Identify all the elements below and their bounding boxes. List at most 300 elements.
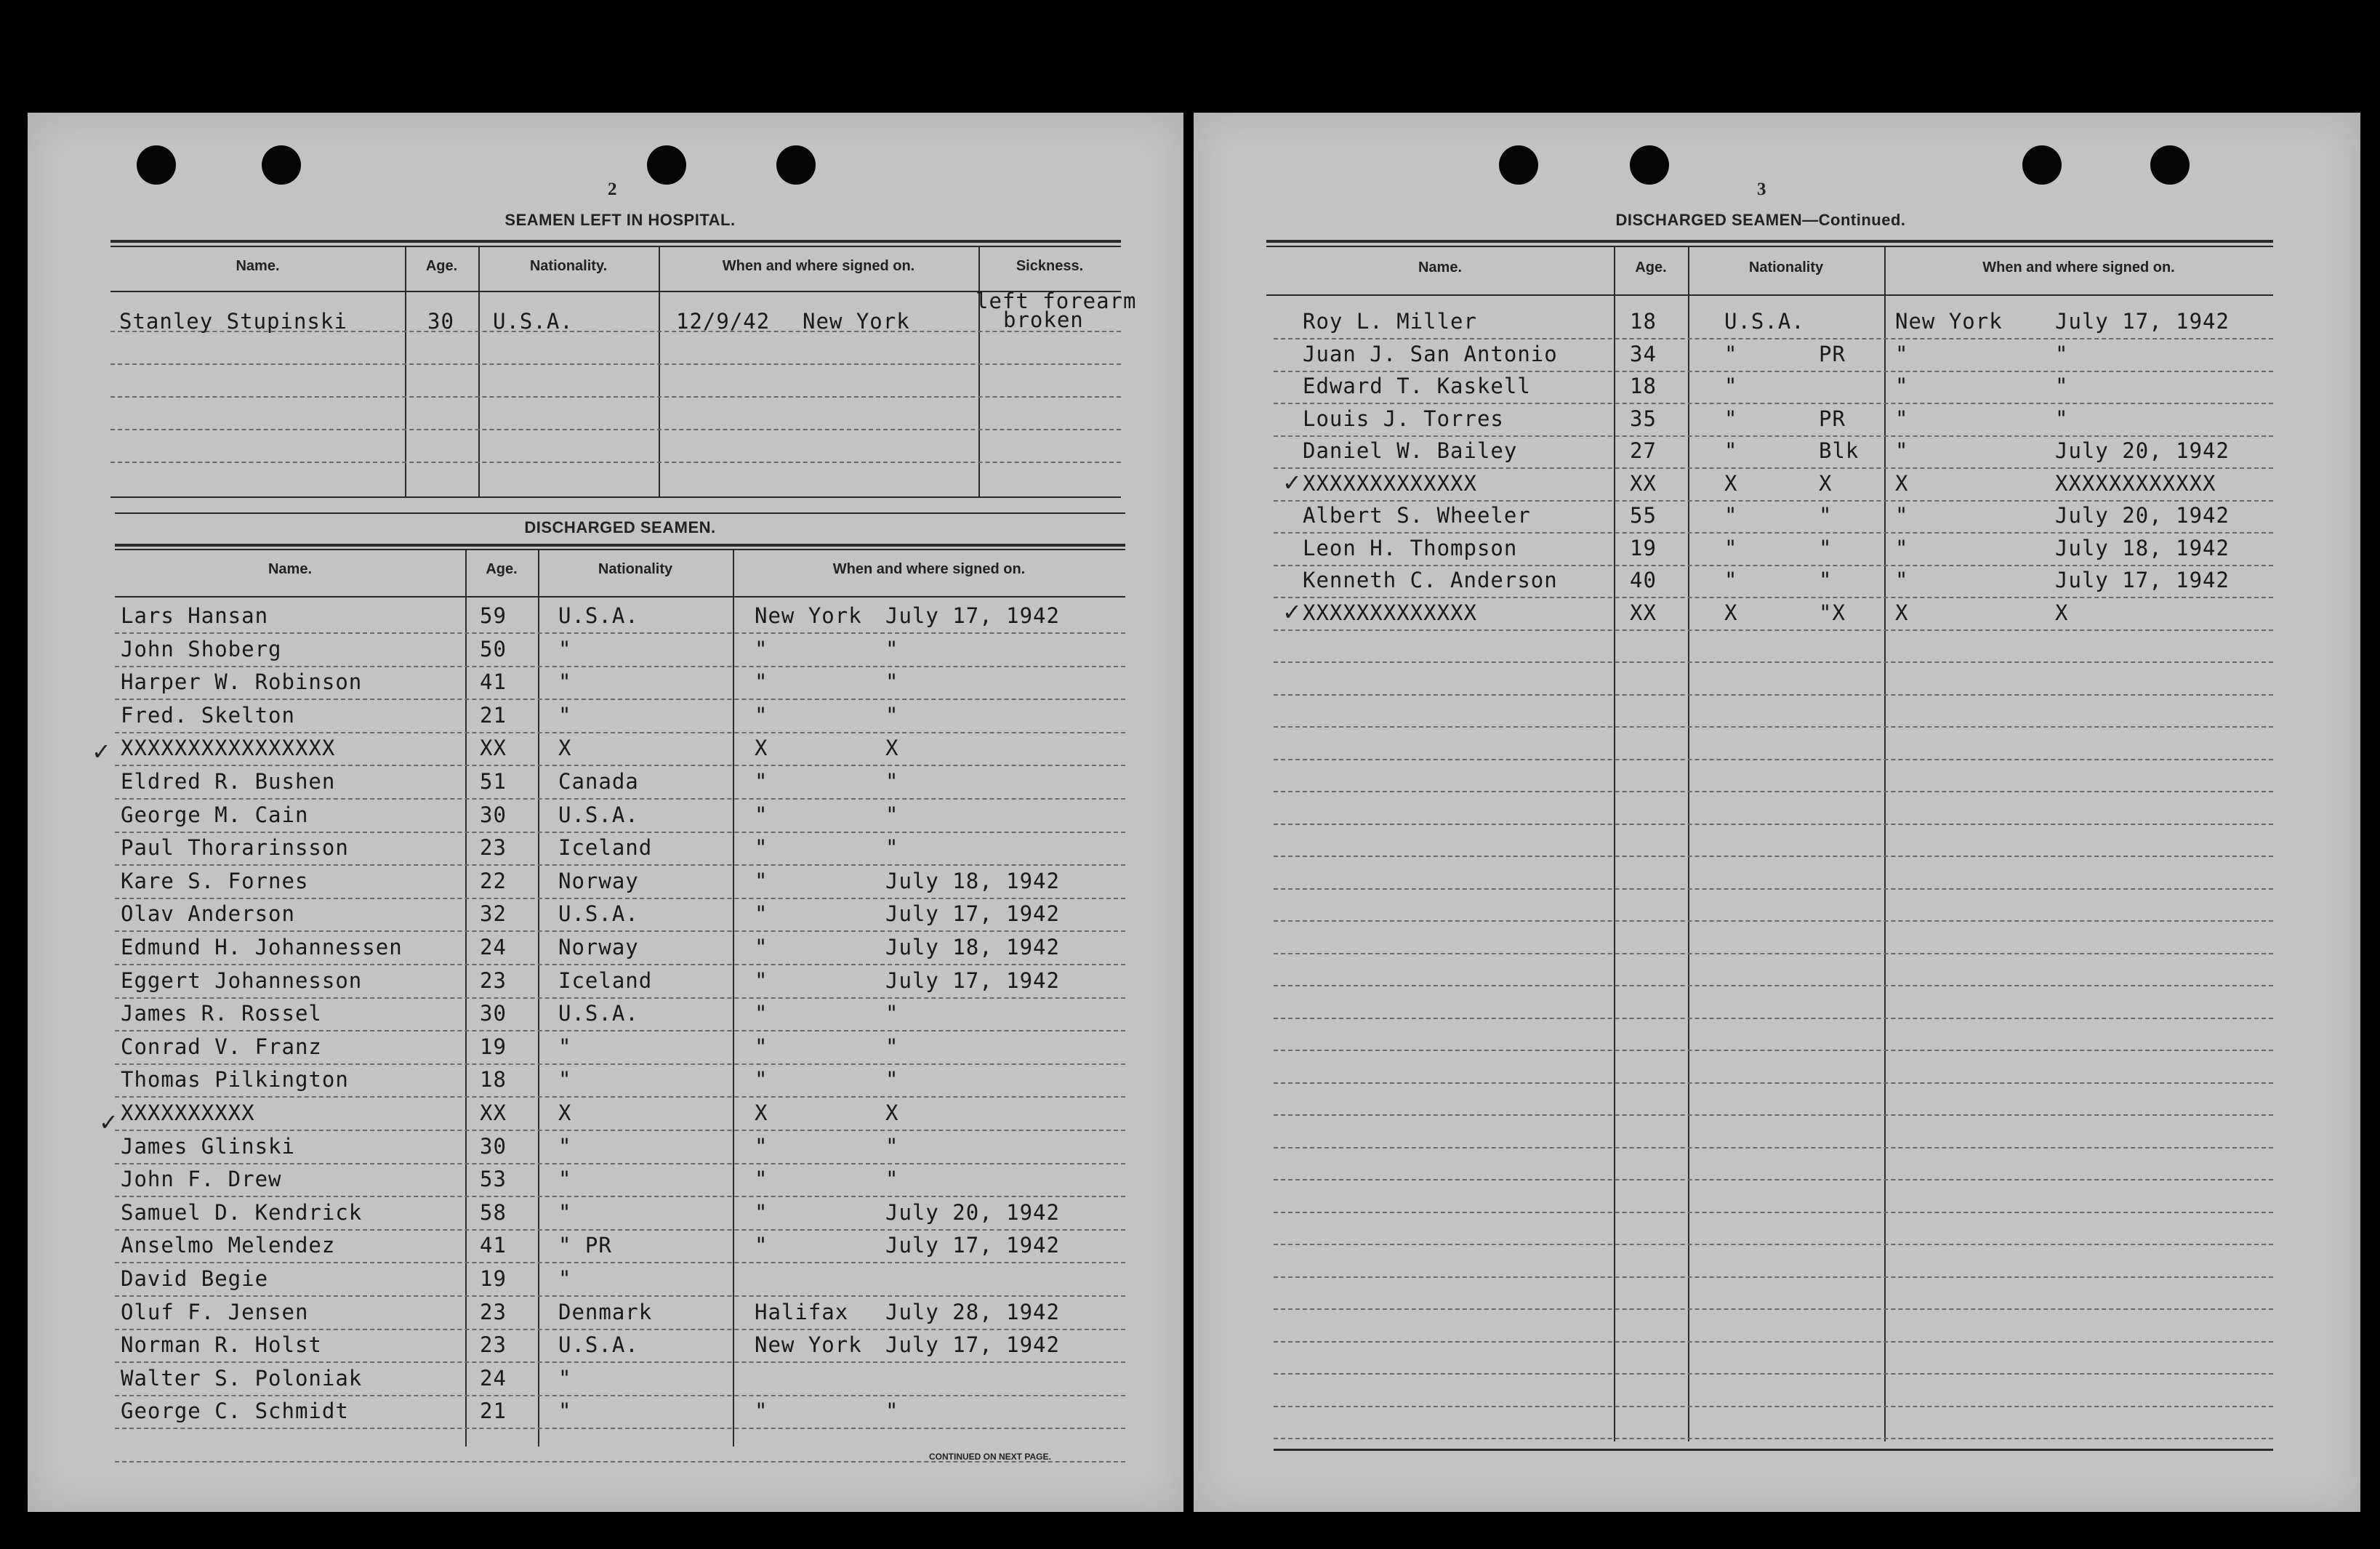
seaman-nationality: " xyxy=(1724,374,1738,398)
seaman-signed-place: X xyxy=(1895,470,1909,496)
seaman-signed-date: " xyxy=(885,1001,899,1026)
seaman-name: Kenneth C. Anderson xyxy=(1303,568,1558,592)
seaman-signed-place: " xyxy=(755,802,768,827)
check-mark: ✓ xyxy=(99,1109,118,1136)
column-divider xyxy=(478,246,480,496)
seaman-signed-date: " xyxy=(2055,341,2069,366)
punch-hole xyxy=(776,145,816,185)
seaman-nationality: " xyxy=(558,702,572,728)
row-rule xyxy=(1274,1373,2273,1375)
seaman-name: Norman R. Holst xyxy=(121,1332,322,1358)
seaman-signed-place: " xyxy=(1895,535,1909,560)
seaman-age: 24 xyxy=(480,1365,507,1391)
row-rule xyxy=(1274,1244,2273,1245)
seaman-nationality: " xyxy=(1724,341,1738,366)
column-divider xyxy=(405,246,406,496)
seaman-age: 40 xyxy=(1630,568,1657,592)
punch-hole xyxy=(1499,145,1538,185)
row-rule xyxy=(1274,953,2273,954)
seaman-signed-place: " xyxy=(1895,341,1909,366)
seaman-signed-place: " xyxy=(755,769,768,794)
row-rule xyxy=(115,1229,1125,1231)
seaman-nationality: " xyxy=(1724,568,1738,592)
seaman-name: XXXXXXXXXXXXX xyxy=(1303,600,1477,625)
seaman-signed-date: X xyxy=(2055,600,2069,625)
seaman-age: 19 xyxy=(480,1266,507,1291)
seaman-signed-date: " xyxy=(885,636,899,661)
row-rule xyxy=(110,396,1121,398)
rule xyxy=(1266,240,2273,243)
seaman-age: XX xyxy=(1630,600,1657,625)
row-rule xyxy=(115,964,1125,965)
column-header: Nationality xyxy=(598,561,673,577)
seaman-name: John Shoberg xyxy=(121,636,282,661)
punch-hole xyxy=(137,145,176,185)
seaman-nationality: " xyxy=(1724,503,1738,528)
seaman-nationality: X xyxy=(558,1101,572,1125)
seaman-age: 18 xyxy=(1630,309,1657,334)
seaman-nationality-note: X xyxy=(1819,470,1833,496)
seaman-signed-place: " xyxy=(1895,503,1909,528)
row-rule xyxy=(1274,920,2273,922)
seaman-name: Harper W. Robinson xyxy=(121,669,363,695)
seaman-signed-place: " xyxy=(1895,406,1909,431)
continued-title: DISCHARGED SEAMEN—Continued. xyxy=(1615,211,1906,229)
seaman-age: 30 xyxy=(480,1001,507,1026)
row-rule xyxy=(1274,1308,2273,1310)
seaman-signed-place: " xyxy=(755,868,768,893)
seaman-age: 23 xyxy=(480,967,507,993)
seaman-nationality: " xyxy=(558,1266,572,1291)
seaman-age: 30 xyxy=(480,802,507,827)
seaman-age: XX xyxy=(480,1101,507,1125)
hospital-age: 30 xyxy=(427,309,454,334)
column-divider xyxy=(1884,246,1886,1441)
seaman-nationality: U.S.A. xyxy=(558,802,639,827)
seaman-nationality: U.S.A. xyxy=(558,901,639,927)
seaman-age: 35 xyxy=(1630,406,1657,431)
row-rule xyxy=(1274,338,2273,339)
seaman-name: Anselmo Melendez xyxy=(121,1233,336,1258)
discharged-title: DISCHARGED SEAMEN. xyxy=(524,518,716,536)
seaman-name: Leon H. Thompson xyxy=(1303,535,1518,560)
seaman-age: 21 xyxy=(480,1399,507,1424)
seaman-signed-place: " xyxy=(755,636,768,661)
row-rule xyxy=(1274,597,2273,598)
seaman-signed-date: July 17, 1942 xyxy=(885,603,1060,628)
seaman-age: 41 xyxy=(480,669,507,695)
rule xyxy=(1274,1449,2273,1451)
seaman-name: XXXXXXXXXXXXX xyxy=(1303,470,1477,496)
row-rule xyxy=(110,462,1121,463)
seaman-signed-date: July 17, 1942 xyxy=(885,1233,1060,1258)
seaman-signed-date: " xyxy=(2055,374,2069,398)
row-rule xyxy=(115,1262,1125,1263)
seaman-age: 34 xyxy=(1630,341,1657,366)
seaman-signed-date: July 20, 1942 xyxy=(885,1199,1060,1225)
row-rule xyxy=(1274,694,2273,696)
row-rule xyxy=(1274,1147,2273,1148)
seaman-nationality: " xyxy=(558,1399,572,1424)
seaman-signed-date: " xyxy=(885,702,899,728)
seaman-signed-date: " xyxy=(885,835,899,861)
seaman-signed-date: July 20, 1942 xyxy=(2055,503,2230,528)
seaman-signed-date: " xyxy=(2055,406,2069,431)
column-header: Nationality xyxy=(1748,259,1824,275)
row-rule xyxy=(1274,435,2273,437)
seaman-signed-date: " xyxy=(885,802,899,827)
seaman-name: Albert S. Wheeler xyxy=(1303,503,1531,528)
column-header: Age. xyxy=(1635,259,1667,275)
row-rule xyxy=(1274,985,2273,986)
seaman-signed-date: July 17, 1942 xyxy=(2055,568,2230,592)
seaman-name: Olav Anderson xyxy=(121,901,295,927)
seaman-signed-date: " xyxy=(885,769,899,794)
seaman-signed-place: New York xyxy=(755,603,862,628)
seaman-age: 41 xyxy=(480,1233,507,1258)
check-mark: ✓ xyxy=(1282,598,1302,626)
hospital-name: Stanley Stupinski xyxy=(119,309,347,334)
seaman-nationality: Norway xyxy=(558,868,639,893)
seaman-signed-date: XXXXXXXXXXXX xyxy=(2055,470,2216,496)
row-rule xyxy=(115,898,1125,899)
seaman-nationality: Iceland xyxy=(558,835,653,861)
seaman-name: Eggert Johannesson xyxy=(121,967,363,993)
row-rule xyxy=(115,765,1125,766)
seaman-signed-date: " xyxy=(885,1399,899,1424)
seaman-nationality: U.S.A. xyxy=(558,1001,639,1026)
seaman-age: 58 xyxy=(480,1199,507,1225)
hospital-title: SEAMEN LEFT IN HOSPITAL. xyxy=(504,211,736,229)
seaman-name: Oluf F. Jensen xyxy=(121,1299,309,1324)
seaman-name: Samuel D. Kendrick xyxy=(121,1199,363,1225)
seaman-name: Kare S. Fornes xyxy=(121,868,309,893)
seaman-nationality: X xyxy=(1724,470,1738,496)
seaman-signed-place: " xyxy=(755,1199,768,1225)
seaman-name: Edmund H. Johannessen xyxy=(121,935,403,959)
rule xyxy=(115,512,1125,514)
check-mark: ✓ xyxy=(1282,469,1302,496)
seaman-name: John F. Drew xyxy=(121,1167,282,1192)
row-rule xyxy=(1274,565,2273,566)
row-rule xyxy=(115,1096,1125,1098)
row-rule xyxy=(1274,467,2273,469)
seaman-nationality: " xyxy=(558,1133,572,1159)
seaman-nationality: Iceland xyxy=(558,967,653,993)
right-page xyxy=(1194,113,2360,1512)
rule xyxy=(110,240,1121,243)
seaman-name: Fred. Skelton xyxy=(121,702,295,728)
seaman-name: Eldred R. Bushen xyxy=(121,769,336,794)
seaman-signed-place: " xyxy=(755,967,768,993)
seaman-signed-place: New York xyxy=(755,1332,862,1358)
row-rule xyxy=(115,699,1125,700)
punch-hole xyxy=(262,145,301,185)
seaman-nationality: X xyxy=(558,736,572,761)
row-rule xyxy=(115,632,1125,634)
seaman-name: David Begie xyxy=(121,1266,269,1291)
rule xyxy=(115,549,1125,550)
rule xyxy=(1266,246,2273,247)
check-mark: ✓ xyxy=(92,738,111,765)
row-rule xyxy=(115,1196,1125,1197)
seaman-age: 27 xyxy=(1630,438,1657,463)
seaman-name: Juan J. San Antonio xyxy=(1303,341,1558,366)
column-divider xyxy=(1688,246,1689,1441)
row-rule xyxy=(1274,791,2273,792)
seaman-nationality: " PR xyxy=(558,1233,612,1258)
row-rule xyxy=(110,429,1121,430)
seaman-nationality-note: PR xyxy=(1819,406,1846,431)
seaman-nationality-note: PR xyxy=(1819,341,1846,366)
seaman-signed-date: July 18, 1942 xyxy=(885,868,1060,893)
row-rule xyxy=(115,997,1125,999)
row-rule xyxy=(115,1329,1125,1330)
seaman-signed-place: " xyxy=(755,1133,768,1159)
seaman-name: Roy L. Miller xyxy=(1303,309,1477,334)
row-rule xyxy=(1274,726,2273,728)
seaman-nationality-note: " xyxy=(1819,535,1833,560)
seaman-nationality: " xyxy=(558,1067,572,1093)
seaman-age: 50 xyxy=(480,636,507,661)
row-rule xyxy=(115,1130,1125,1131)
seaman-signed-place: " xyxy=(755,1167,768,1192)
seaman-signed-date: X xyxy=(885,736,899,761)
seaman-nationality: U.S.A. xyxy=(558,1332,639,1358)
row-rule xyxy=(1274,403,2273,404)
row-rule xyxy=(1274,1438,2273,1439)
seaman-nationality-note: " xyxy=(1819,503,1833,528)
seaman-name: XXXXXXXXXX xyxy=(121,1101,255,1125)
row-rule xyxy=(1274,759,2273,760)
row-rule xyxy=(115,864,1125,866)
row-rule xyxy=(1274,856,2273,857)
column-divider xyxy=(1614,246,1615,1441)
seaman-name: James R. Rossel xyxy=(121,1001,322,1026)
hospital-nationality: U.S.A. xyxy=(493,309,574,334)
row-rule xyxy=(1274,371,2273,372)
row-rule xyxy=(115,732,1125,733)
row-rule xyxy=(1274,1276,2273,1278)
seaman-signed-place: " xyxy=(755,1034,768,1059)
seaman-nationality-note: Blk xyxy=(1819,438,1860,463)
column-divider xyxy=(978,246,980,496)
seaman-name: George C. Schmidt xyxy=(121,1399,349,1424)
seaman-signed-place: " xyxy=(755,1399,768,1424)
seaman-name: Edward T. Kaskell xyxy=(1303,374,1531,398)
page-number: 3 xyxy=(1757,180,1766,199)
column-header: Name. xyxy=(236,258,280,274)
seaman-age: 32 xyxy=(480,901,507,927)
row-rule xyxy=(1274,532,2273,534)
column-header: Age. xyxy=(486,561,518,577)
hospital-sickness: broken xyxy=(1003,307,1084,332)
column-header: Name. xyxy=(268,561,313,577)
seaman-signed-place: " xyxy=(755,1233,768,1258)
seaman-nationality: Denmark xyxy=(558,1299,653,1324)
seaman-signed-place: " xyxy=(1895,568,1909,592)
seaman-age: 23 xyxy=(480,1299,507,1324)
seaman-signed-date: " xyxy=(885,1067,899,1093)
seaman-age: 24 xyxy=(480,935,507,959)
seaman-nationality: X xyxy=(1724,600,1738,625)
seaman-name: Walter S. Poloniak xyxy=(121,1365,363,1391)
seaman-signed-place: New York xyxy=(1895,309,2003,334)
seaman-signed-date: July 17, 1942 xyxy=(2055,309,2230,334)
seaman-signed-place: Halifax xyxy=(755,1299,849,1324)
column-header: When and where signed on. xyxy=(1982,259,2175,275)
hospital-sickness: left forearm xyxy=(976,289,1137,313)
punch-hole xyxy=(2150,145,2190,185)
seaman-name: James Glinski xyxy=(121,1133,295,1159)
page-number: 2 xyxy=(608,180,617,199)
seaman-signed-date: " xyxy=(885,669,899,695)
seaman-nationality: " xyxy=(1724,535,1738,560)
row-rule xyxy=(110,363,1121,365)
seaman-age: 19 xyxy=(1630,535,1657,560)
seaman-age: 55 xyxy=(1630,503,1657,528)
row-rule xyxy=(1274,500,2273,502)
hospital-place: New York xyxy=(803,309,910,334)
seaman-name: Thomas Pilkington xyxy=(121,1067,349,1093)
row-rule xyxy=(1274,661,2273,663)
seaman-signed-place: " xyxy=(755,1001,768,1026)
seaman-signed-date: X xyxy=(885,1101,899,1125)
seaman-age: 18 xyxy=(1630,374,1657,398)
seaman-age: 30 xyxy=(480,1133,507,1159)
column-header: Sickness. xyxy=(1016,258,1084,274)
seaman-age: 18 xyxy=(480,1067,507,1093)
seaman-signed-date: " xyxy=(885,1167,899,1192)
row-rule xyxy=(1274,629,2273,631)
row-rule xyxy=(115,666,1125,667)
seaman-signed-date: " xyxy=(885,1133,899,1159)
seaman-nationality: " xyxy=(558,1034,572,1059)
seaman-age: XX xyxy=(1630,470,1657,496)
row-rule xyxy=(1274,1050,2273,1051)
seaman-nationality: U.S.A. xyxy=(1724,309,1805,334)
rule xyxy=(110,496,1121,498)
rule xyxy=(110,246,1121,247)
seaman-name: George M. Cain xyxy=(121,802,309,827)
seaman-age: 53 xyxy=(480,1167,507,1192)
row-rule xyxy=(115,1030,1125,1031)
seaman-age: 23 xyxy=(480,835,507,861)
seaman-signed-place: X xyxy=(755,736,768,761)
seaman-nationality-note: " xyxy=(1819,568,1833,592)
row-rule xyxy=(1274,1114,2273,1116)
row-rule xyxy=(1274,1406,2273,1407)
row-rule xyxy=(1274,1341,2273,1343)
punch-hole xyxy=(1630,145,1669,185)
seaman-age: 22 xyxy=(480,868,507,893)
row-rule xyxy=(1274,824,2273,825)
seaman-signed-place: " xyxy=(755,935,768,959)
column-divider xyxy=(659,246,660,496)
seaman-nationality: U.S.A. xyxy=(558,603,639,628)
seaman-nationality: " xyxy=(558,636,572,661)
seaman-signed-place: " xyxy=(755,901,768,927)
rule xyxy=(115,544,1125,547)
seaman-signed-place: " xyxy=(1895,438,1909,463)
seaman-name: Conrad V. Franz xyxy=(121,1034,322,1059)
seaman-age: 21 xyxy=(480,702,507,728)
seaman-age: 19 xyxy=(480,1034,507,1059)
column-header: Age. xyxy=(425,258,458,274)
seaman-age: 23 xyxy=(480,1332,507,1358)
seaman-signed-date: July 17, 1942 xyxy=(885,1332,1060,1358)
seaman-signed-date: " xyxy=(885,1034,899,1059)
seaman-signed-place: X xyxy=(755,1101,768,1125)
rule xyxy=(110,291,1121,292)
seaman-name: Louis J. Torres xyxy=(1303,406,1504,431)
seaman-nationality: " xyxy=(558,1199,572,1225)
row-rule xyxy=(1274,888,2273,890)
seaman-age: XX xyxy=(480,736,507,761)
seaman-name: Paul Thorarinsson xyxy=(121,835,349,861)
row-rule xyxy=(115,1428,1125,1429)
seaman-signed-place: " xyxy=(755,669,768,695)
seaman-nationality: " xyxy=(558,1365,572,1391)
row-rule xyxy=(115,930,1125,932)
row-rule xyxy=(115,832,1125,833)
row-rule xyxy=(115,1361,1125,1363)
seaman-signed-date: July 17, 1942 xyxy=(885,901,1060,927)
row-rule xyxy=(1274,1179,2273,1180)
seaman-signed-place: " xyxy=(755,702,768,728)
row-rule xyxy=(1274,1018,2273,1019)
seaman-signed-date: July 28, 1942 xyxy=(885,1299,1060,1324)
seaman-signed-date: July 17, 1942 xyxy=(885,967,1060,993)
row-rule xyxy=(115,798,1125,800)
seaman-signed-date: July 18, 1942 xyxy=(885,935,1060,959)
column-header: When and where signed on. xyxy=(722,258,915,274)
seaman-nationality: " xyxy=(1724,438,1738,463)
column-header: Nationality. xyxy=(529,258,608,274)
seaman-age: 51 xyxy=(480,769,507,794)
seaman-name: Daniel W. Bailey xyxy=(1303,438,1518,463)
punch-hole xyxy=(2022,145,2062,185)
rule xyxy=(115,596,1125,598)
seaman-signed-place: " xyxy=(755,835,768,861)
seaman-nationality-note: "X xyxy=(1819,600,1846,625)
seaman-nationality: " xyxy=(558,669,572,695)
row-rule xyxy=(115,1395,1125,1396)
seaman-name: XXXXXXXXXXXXXXXX xyxy=(121,736,336,761)
row-rule xyxy=(1274,1082,2273,1084)
seaman-signed-place: " xyxy=(1895,374,1909,398)
row-rule xyxy=(115,1063,1125,1065)
column-header: When and where signed on. xyxy=(832,561,1026,577)
seaman-name: Lars Hansan xyxy=(121,603,269,628)
seaman-signed-date: July 20, 1942 xyxy=(2055,438,2230,463)
seaman-nationality: Canada xyxy=(558,769,639,794)
hospital-date: 12/9/42 xyxy=(676,309,771,334)
seaman-nationality: " xyxy=(1724,406,1738,431)
seaman-signed-place: X xyxy=(1895,600,1909,625)
seaman-nationality: " xyxy=(558,1167,572,1192)
seaman-age: 59 xyxy=(480,603,507,628)
punch-hole xyxy=(647,145,686,185)
seaman-nationality: Norway xyxy=(558,935,639,959)
seaman-signed-place: " xyxy=(755,1067,768,1093)
row-rule xyxy=(115,1295,1125,1297)
row-rule xyxy=(1274,1212,2273,1213)
continued-note: CONTINUED ON NEXT PAGE. xyxy=(929,1452,1051,1462)
left-page xyxy=(28,113,1183,1512)
row-rule xyxy=(115,1163,1125,1164)
column-header: Name. xyxy=(1418,259,1463,275)
